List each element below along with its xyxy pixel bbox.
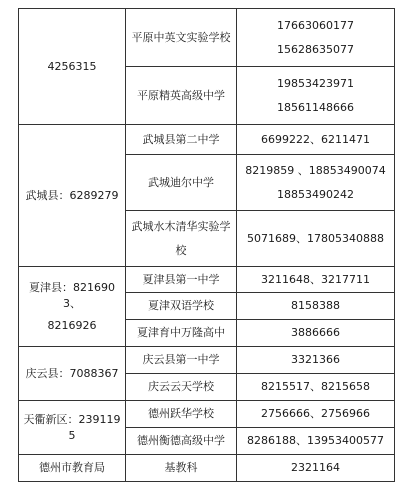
county-phone: 天衢新区：2391195 (23, 412, 121, 442)
table-row (19, 347, 395, 374)
county-cell (19, 401, 126, 455)
county-cell (19, 455, 126, 482)
county-cell (19, 347, 126, 401)
county-phone: 武城县：6289279 (25, 188, 119, 202)
county-cell (19, 9, 126, 125)
school-cell: 庆云县第一中学 (126, 347, 237, 374)
table-row (19, 401, 395, 428)
school-cell: 夏津育中万隆高中 (126, 320, 237, 347)
school-cell: 基教科 (126, 455, 237, 482)
school-cell: 武城县第二中学 (126, 125, 237, 155)
contact-table (18, 8, 395, 482)
phone-cell: 2321164 (237, 455, 395, 482)
school-cell: 夏津县第一中学 (126, 267, 237, 293)
school-cell: 平原精英高级中学 (126, 67, 237, 125)
school-cell: 武城迪尔中学 (126, 155, 237, 211)
county-phone: 庆云县：7088367 (25, 366, 119, 380)
phone-cell: 8215517、8215658 (237, 374, 395, 401)
school-cell: 夏津双语学校 (126, 293, 237, 320)
school-cell: 武城水木清华实验学 校 (126, 211, 237, 267)
school-cell: 德州跃华学校 (126, 401, 237, 428)
phone-cell: 3886666 (237, 320, 395, 347)
county-phone: 4256315 (47, 59, 97, 73)
school-cell: 德州衡德高级中学 (126, 428, 237, 455)
county-phone: 德州市教育局 (39, 461, 105, 474)
county-cell: 夏津县：8216903、 8216926 (19, 267, 126, 347)
phone-cell: 8219859 、18853490074 18853490242 (237, 155, 395, 211)
phone-cell: 2756666、2756966 (237, 401, 395, 428)
school-cell: 平原中英文实验学校 (126, 9, 237, 67)
phone-cell: 3321366 (237, 347, 395, 374)
county-cell (19, 125, 126, 267)
phone-cell: 6699222、6211471 (237, 125, 395, 155)
table-row (19, 9, 395, 67)
phone-cell: 3211648、3217711 (237, 267, 395, 293)
phone-cell: 8158388 (237, 293, 395, 320)
phone-cell: 8286188、13953400577 (237, 428, 395, 455)
phone-cell: 17663060177 15628635077 (237, 9, 395, 67)
school-cell: 庆云云天学校 (126, 374, 237, 401)
table-row (19, 455, 395, 482)
table-row (19, 267, 395, 293)
table-row (19, 125, 395, 155)
phone-cell: 5071689、17805340888 (237, 211, 395, 267)
phone-cell: 19853423971 18561148666 (237, 67, 395, 125)
